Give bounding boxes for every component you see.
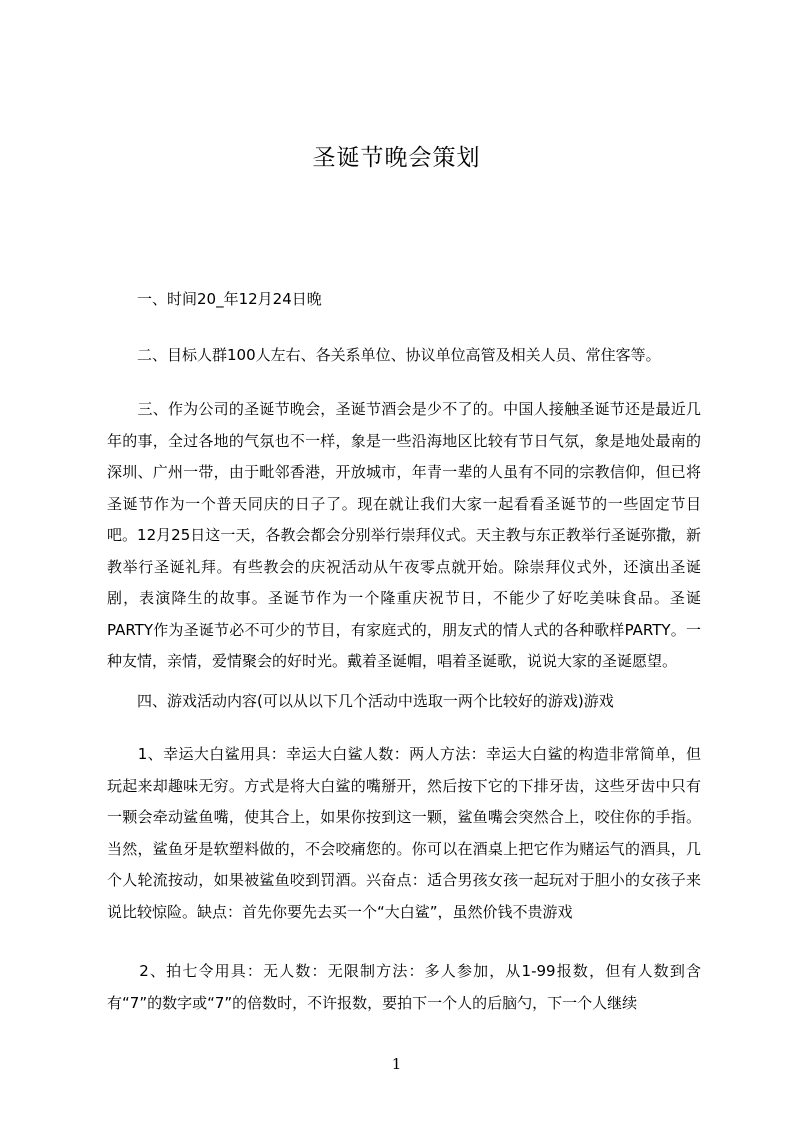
paragraph-background: 三、作为公司的圣诞节晚会，圣诞节酒会是少不了的。中国人接触圣诞节还是最近几年的事，全过各地的气氛也不一样，象是一些沿海地区比较有节日气氛，象是地处最南的深圳、广州一带，由于毗邻香港，开放城市，年青一辈的人虽有不同的宗教信仰，但已将圣诞节作为一个普天同庆的日子了。现在就让我们大家一起看看圣诞节的一些固定节目吧。12月25日这一天，各教会都会分别举行崇拜仪式。天主教与东正教举行圣诞弥撒，新教举行圣诞礼拜。有些教会的庆祝活动从午夜零点就开始。除崇拜仪式外，还演出圣诞剧，表演降生的故事。圣诞节作为一个隆重庆祝节日，不能少了好吃美味食品。圣诞PARTY作为圣诞节必不可少的节目，有家庭式的，朋友式的情人式的各种歌样PARTY。一种友情，亲情，爱情聚会的好时光。戴着圣诞帽，唱着圣诞歌，说说大家的圣诞愿望。 xyxy=(107,400,701,670)
paragraph-target-audience: 二、目标人群100人左右、各关系单位、协议单位高管及相关人员、常住客等。 xyxy=(107,346,661,364)
paragraph-time: 一、时间20_年12月24日晚 xyxy=(107,290,322,308)
paragraph-game-shark: 1、幸运大白鲨用具：幸运大白鲨人数：两人方法：幸运大白鲨的构造非常简单，但玩起来却趣味无穷。方式是将大白鲨的嘴掰开，然后按下它的下排牙齿，这些牙齿中只有一颗会牵动鲨鱼嘴，使其合上，如果你按到这一颗，鲨鱼嘴会突然合上，咬住你的手指。当然，鲨鱼牙是软塑料做的，不会咬痛您的。你可以在酒桌上把它作为赌运气的酒具，几个人轮流按动，如果被鲨鱼咬到罚酒。兴奋点：适合男孩女孩一起玩对于胆小的女孩子来说比较惊险。缺点：首先你要先去买一个“大白鲨”，虽然价钱不贵游戏 xyxy=(107,745,701,921)
page-number: 1 xyxy=(391,1055,402,1073)
paragraph-games-heading: 四、游戏活动内容(可以从以下几个活动中选取一两个比较好的游戏)游戏 xyxy=(107,692,614,710)
document-title: 圣诞节晚会策划 xyxy=(312,145,481,171)
paragraph-game-seven: 2、拍七令用具：无人数：无限制方法：多人参加，从1-99报数，但有人数到含有“7”的数字或“7”的倍数时，不许报数，要拍下一个人的后脑勺，下一个人继续 xyxy=(107,962,701,1012)
